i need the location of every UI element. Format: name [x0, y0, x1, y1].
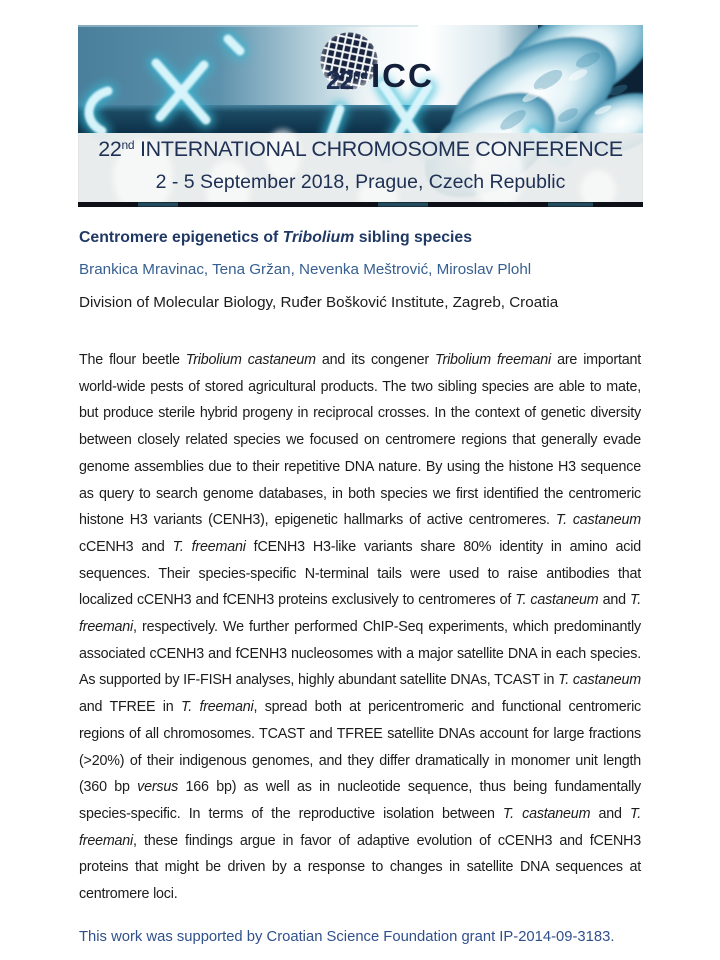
- abstract-authors: Brankica Mravinac, Tena Gržan, Nevenka Meštrović, Miroslav Plohl: [79, 261, 532, 278]
- funding-acknowledgement: This work was supported by Croatian Science Foundation grant IP-2014-09-3183.: [79, 929, 615, 945]
- conference-title: 22nd INTERNATIONAL CHROMOSOME CONFERENCE: [98, 137, 623, 161]
- abstract-affiliation: Division of Molecular Biology, Ruđer Bošković Institute, Zagreb, Croatia: [79, 294, 559, 311]
- abstract-title: Centromere epigenetics of Tribolium sibling species: [79, 229, 472, 246]
- conference-header-banner: [78, 25, 643, 207]
- conference-date-location: 2 - 5 September 2018, Prague, Czech Republic: [155, 171, 566, 193]
- logo-ordinal: nd: [352, 68, 368, 82]
- icc-logo: [78, 25, 643, 133]
- logo-number: 22nd: [326, 65, 368, 95]
- abstract-body: The flour beetle Tribolium castaneum and its congener Tribolium freemani are important world-wide pests of stored agricultural products. The two sibling species are able to mate, but produce sterile hybrid progeny in reciprocal crosses. In the context of genetic diversity between closely related species we focused on centromere regions that generally evade genome assemblies due to their repetitive DNA nature. By using the histone H3 sequence as query to search genome databases, in both species we first identified the centromeric histone H3 variants (CENH3), epigenetic hallmarks of active centromeres. T. castaneum cCENH3 and T. freemani fCENH3 H3-like variants share 80% identity in amino acid sequences. Their species-specific N-terminal tails were used to raise antibodies that localized cCENH3 and fCENH3 proteins exclusively to centromeres of T. castaneum and T. freemani, respectively. We further performed ChIP-Seq experiments, which predominantly associated cCENH3 and fCENH3 nucleosomes with a major satellite DNA in each species. As supported by IF-FISH analyses, highly abundant satellite DNAs, TCAST in T. castaneum and TFREE in T. freemani, spread both at pericentromeric and functional centromeric regions of all chromosomes. TCAST and TFREE satellite DNAs account for large fractions (>20%) of their indigenous genomes, and they differ dramatically in monomer unit length (360 bp versus 166 bp) as well as in nucleotide sequence, thus being fundamentally species-specific. In terms of the reproductive isolation between T. castaneum and T. freemani, these findings argue in favor of adaptive evolution of cCENH3 and fCENH3 proteins that might be driven by a response to changes in satellite DNA sequences at centromere loci.: [79, 352, 642, 903]
- logo-acronym: ICC: [371, 57, 434, 94]
